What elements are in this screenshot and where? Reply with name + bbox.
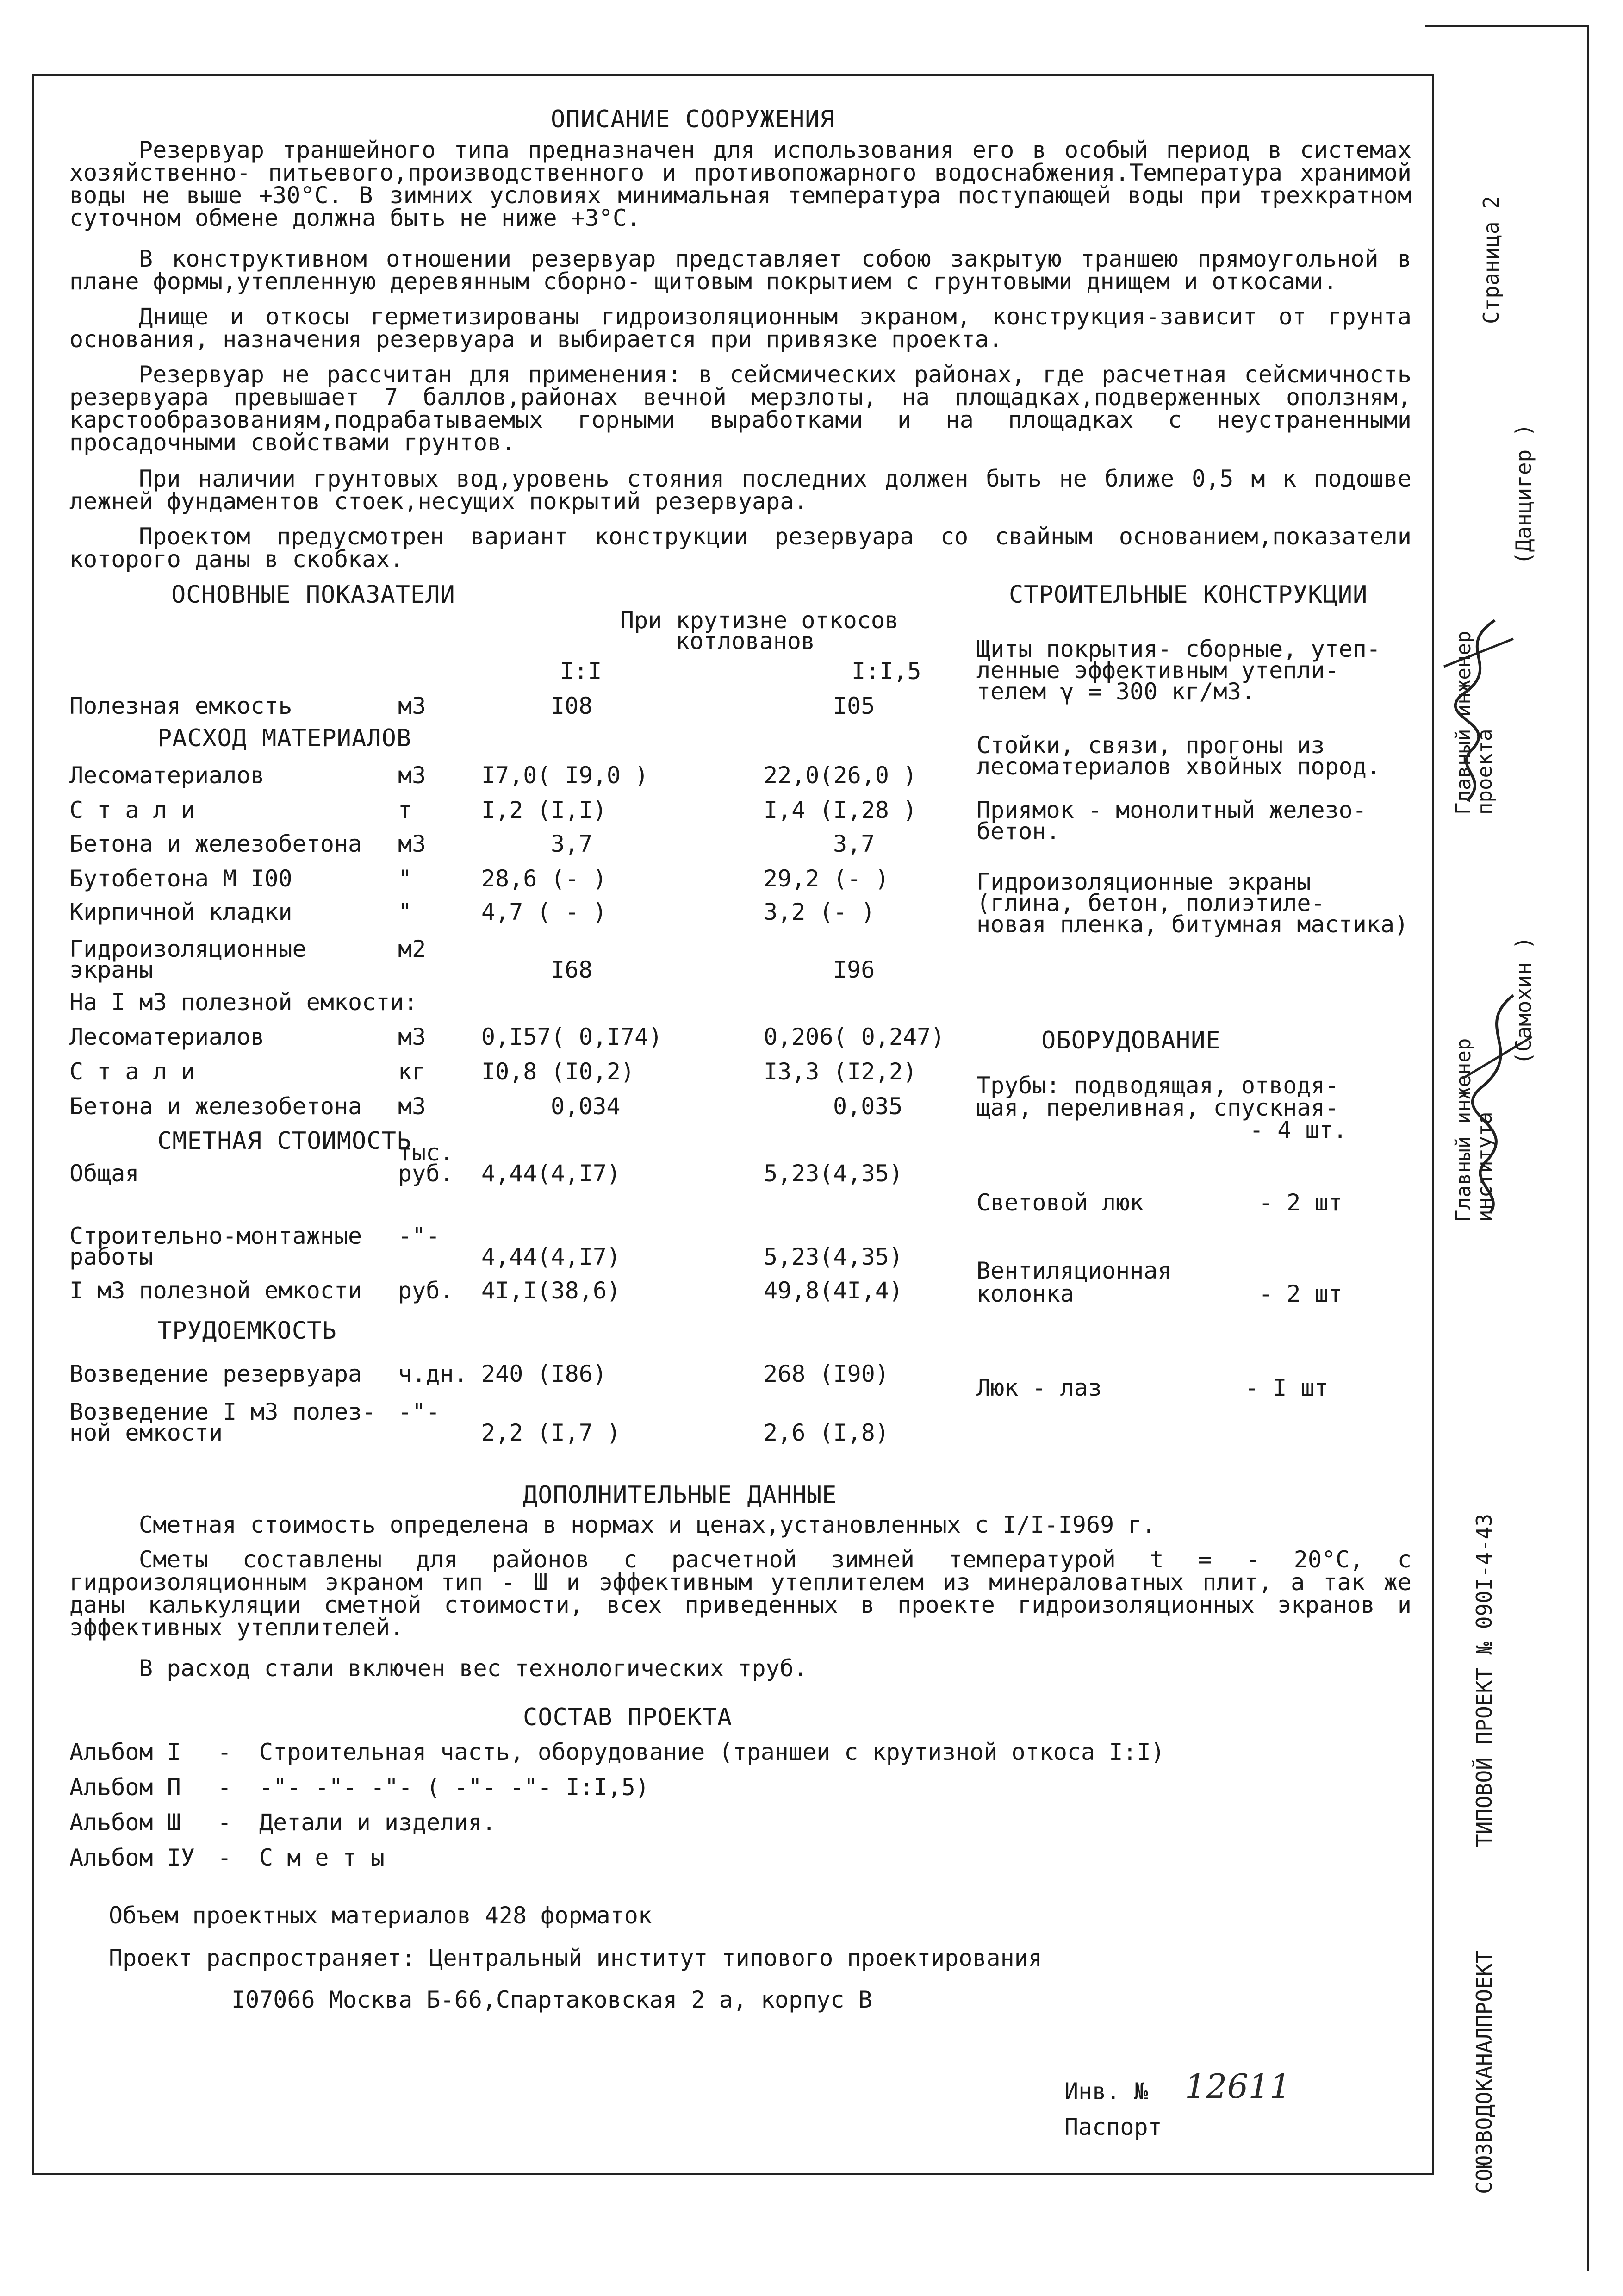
- row-label: Лесоматериалов: [69, 1023, 265, 1050]
- construction-line: Щиты покрытия- сборные, утеп-: [976, 636, 1380, 662]
- row-label: Лесоматериалов: [69, 762, 265, 789]
- sidebar-chief-institute-name: (Самохин ): [1511, 936, 1536, 1065]
- construction-line: бетон.: [976, 818, 1060, 845]
- row-label: Бетона и железобетона: [69, 1093, 362, 1120]
- row-unit: ": [398, 898, 412, 925]
- row-label-cont: экраны: [69, 956, 153, 983]
- row-unit: т: [398, 797, 412, 824]
- additional-paragraph-2: Сметы составлены для районов с расчетной зимней температурой t = - 20°С, с гидроизоляционным экраном тип - Ш и эффективным утеплителем из минераловатных плит, а так же даны калькуляции сметной стоимости, всех приведенных в проекте гидроизоляционных экранов и эффективных утеплителей.: [69, 1546, 1412, 1641]
- equipment-heading: ОБОРУДОВАНИЕ: [1041, 1027, 1221, 1054]
- value-slope-a: 28,6 (- ): [481, 865, 607, 892]
- value-slope-a: I08: [551, 693, 593, 719]
- description-paragraph-3: Днище и откосы герметизированы гидроизоляционным экраном, конструкция-зависит от грунта основания, назначения резервуара и выбирается при привязке проекта.: [69, 303, 1412, 353]
- album-dash: -: [218, 1809, 232, 1836]
- inventory-number: 12611: [1185, 2067, 1291, 2106]
- row-label-cont: ной емкости: [69, 1419, 223, 1446]
- vent-line-1: Вентиляционная: [976, 1257, 1172, 1284]
- row-unit: -"-: [398, 1398, 440, 1425]
- right-column-border: [1587, 25, 1589, 2271]
- row-unit: руб.: [398, 1277, 454, 1304]
- page-title: ОПИСАНИЕ СООРУЖЕНИЯ: [551, 106, 835, 133]
- album-dash: -: [218, 1739, 232, 1766]
- row-label: Кирпичной кладки: [69, 898, 292, 925]
- value-slope-a: I68: [551, 956, 593, 983]
- row-label: Бетона и железобетона: [69, 830, 362, 857]
- value-slope-a: 4I,I(38,6): [481, 1277, 621, 1304]
- value-slope-b: 22,0(26,0 ): [764, 762, 917, 789]
- description-paragraph-1: Резервуар траншейного типа предназначен для использования его в особый период в системах хозяйственно- питьевого,производственного и противопожарного водоснабжения.Температура хранимой воды не выше +30°С. В зимних условиях минимальная температура поступающей воды при трехкратном суточном обмене должна быть не ниже +3°С.: [69, 137, 1412, 231]
- slope-header-line-1: При крутизне откосов: [620, 607, 899, 634]
- description-paragraph-2: В конструктивном отношении резервуар представляет собою закрытую траншею прямоугольной в плане формы,утепленную деревянным сборно- щитовым покрытием с грунтовыми днищем и откосами.: [69, 245, 1412, 295]
- value-slope-b: 3,7: [833, 830, 875, 857]
- value-slope-b: 49,8(4I,4): [764, 1277, 903, 1304]
- description-paragraph-4: Резервуар не рассчитан для применения: в сейсмических районах, где расчетная сейсмичность резервуара превышает 7 баллов,районах вечной мерзлоты, на площадках,подверженных оползням, карстообразованиям,подрабатываемых горными выработками и на площадках с неустраненными просадочными свойствами грунтов.: [69, 361, 1412, 456]
- passport-label: Паспорт: [1064, 2114, 1162, 2140]
- row-unit: м3: [398, 1023, 426, 1050]
- section-heading: СМЕТНАЯ СТОИМОСТЬ: [157, 1127, 412, 1155]
- row-label: Полезная емкость: [69, 693, 292, 719]
- album-dash: -: [218, 1844, 232, 1871]
- section-heading: ТРУДОЕМКОСТЬ: [157, 1317, 337, 1345]
- row-label: Бутобетона М I00: [69, 865, 292, 892]
- value-slope-b: I,4 (I,28 ): [764, 797, 917, 824]
- description-paragraph-6: Проектом предусмотрен вариант конструкции резервуара со свайным основанием,показатели которого даны в скобках.: [69, 523, 1412, 573]
- row-unit: ч.дн.: [398, 1360, 468, 1387]
- sidebar-project-number: ТИПОВОЙ ПРОЕКТ № 090I-4-43: [1472, 1513, 1497, 1847]
- vent-quantity: - 2 шт: [1259, 1280, 1343, 1307]
- description-paragraph-5: При наличии грунтовых вод,уровень стояния последних должен быть не ближе 0,5 м к подошве лежней фундаментов стоек,несущих покрытий резервуара.: [69, 465, 1412, 515]
- row-unit: м2: [398, 936, 426, 962]
- address-line: I07066 Москва Б-66,Спартаковская 2 а, корпус В: [231, 1986, 872, 2013]
- row-unit: м3: [398, 762, 426, 789]
- construction-line: лесоматериалов хвойных пород.: [976, 753, 1380, 780]
- value-slope-a: 3,7: [551, 830, 593, 857]
- additional-heading: ДОПОЛНИТЕЛЬНЫЕ ДАННЫЕ: [523, 1481, 837, 1509]
- row-unit: -"-: [398, 1223, 440, 1249]
- value-slope-a: I,2 (I,I): [481, 797, 607, 824]
- value-slope-a: 4,7 ( - ): [481, 898, 607, 925]
- slope-header-line-2: котлованов: [676, 628, 815, 655]
- album-description: -"- -"- -"- ( -"- -"- I:I,5): [259, 1774, 649, 1801]
- hatch-label: Люк - лаз: [976, 1374, 1102, 1401]
- row-label: I м3 полезной емкости: [69, 1277, 362, 1304]
- pipes-line-1: Трубы: подводящая, отводя-: [976, 1072, 1339, 1099]
- value-slope-b: 3,2 (- ): [764, 898, 875, 925]
- value-slope-a: 4,44(4,I7): [481, 1160, 621, 1187]
- row-label-cont: работы: [69, 1243, 153, 1270]
- composition-heading: СОСТАВ ПРОЕКТА: [523, 1703, 733, 1731]
- indicators-heading: ОСНОВНЫЕ ПОКАЗАТЕЛИ: [171, 581, 455, 609]
- value-slope-b: 0,206( 0,247): [764, 1023, 945, 1050]
- additional-paragraph-3: В расход стали включен вес технологических труб.: [139, 1655, 808, 1682]
- value-slope-b: 268 (I90): [764, 1360, 889, 1387]
- construction-line: Гидроизоляционные экраны: [976, 868, 1311, 895]
- album-name: Альбом IУ: [69, 1844, 195, 1871]
- row-label: Общая: [69, 1160, 139, 1187]
- album-dash: -: [218, 1774, 232, 1801]
- construction-line: Приямок - монолитный железо-: [976, 797, 1367, 824]
- section-heading: РАСХОД МАТЕРИАЛОВ: [157, 724, 412, 752]
- hatch-quantity: - I шт: [1245, 1374, 1329, 1401]
- row-unit: тыс.: [398, 1139, 454, 1166]
- slope-column-b: I:I,5: [852, 658, 921, 685]
- sidebar-chief-project-name: (Данцигер ): [1511, 424, 1536, 565]
- value-slope-b: 2,6 (I,8): [764, 1419, 889, 1446]
- album-name: Альбом Ш: [69, 1809, 181, 1836]
- row-unit: м3: [398, 830, 426, 857]
- row-unit: кг: [398, 1058, 426, 1085]
- value-slope-b: I96: [833, 956, 875, 983]
- value-slope-b: 5,23(4,35): [764, 1243, 903, 1270]
- value-slope-a: 0,I57( 0,I74): [481, 1023, 663, 1050]
- value-slope-a: 4,44(4,I7): [481, 1243, 621, 1270]
- signature-chief-institute: [1435, 986, 1536, 1217]
- row-unit: ": [398, 865, 412, 892]
- pipes-line-2: щая, переливная, спускная-: [976, 1094, 1339, 1121]
- row-label: Возведение I м3 полез-: [69, 1398, 376, 1425]
- row-unit: м3: [398, 1093, 426, 1120]
- additional-paragraph-1: Сметная стоимость определена в нормах и ценах,установленных с I/I-I969 г.: [139, 1511, 1156, 1538]
- top-rule: [1425, 25, 1587, 27]
- row-label: Строительно-монтажные: [69, 1223, 362, 1249]
- value-slope-a: 240 (I86): [481, 1360, 607, 1387]
- sidebar-organization: СОЮЗВОДОКАНАЛПРОЕКТ: [1472, 1950, 1497, 2194]
- row-label: С т а л и: [69, 1058, 195, 1085]
- row-unit: м3: [398, 693, 426, 719]
- album-name: Альбом I: [69, 1739, 181, 1766]
- skylight-label: Световой люк: [976, 1189, 1144, 1216]
- value-slope-a: I7,0( I9,0 ): [481, 762, 649, 789]
- constructions-heading: СТРОИТЕЛЬНЫЕ КОНСТРУКЦИИ: [1009, 581, 1368, 609]
- construction-line: новая пленка, битумная мастика): [976, 911, 1409, 938]
- slope-column-a: I:I: [560, 658, 602, 685]
- row-label: С т а л и: [69, 797, 195, 824]
- row-label: Возведение резервуара: [69, 1360, 362, 1387]
- construction-line: ленные эффективным утепли-: [976, 657, 1339, 684]
- skylight-quantity: - 2 шт: [1259, 1189, 1343, 1216]
- inventory-label: Инв. №: [1064, 2078, 1148, 2105]
- album-name: Альбом П: [69, 1774, 181, 1801]
- value-slope-a: I0,8 (I0,2): [481, 1058, 635, 1085]
- row-label: На I м3 полезной емкости:: [69, 989, 418, 1016]
- value-slope-b: 5,23(4,35): [764, 1160, 903, 1187]
- row-label: Гидроизоляционные: [69, 936, 306, 962]
- value-slope-b: I3,3 (I2,2): [764, 1058, 917, 1085]
- sidebar-chief-project-title: Главный инженер проекта: [1452, 630, 1497, 815]
- construction-line: Стойки, связи, прогоны из: [976, 732, 1325, 759]
- value-slope-b: 0,035: [833, 1093, 903, 1120]
- volume-line: Объем проектных материалов 428 форматок: [109, 1902, 652, 1929]
- sidebar-chief-institute-title: Главный инженер института: [1452, 1038, 1497, 1222]
- distributor-line: Проект распространяет: Центральный институт типового проектирования: [109, 1945, 1042, 1972]
- value-slope-b: 29,2 (- ): [764, 865, 889, 892]
- vent-line-2: колонка: [976, 1280, 1074, 1307]
- album-description: Детали и изделия.: [259, 1809, 496, 1836]
- value-slope-a: 0,034: [551, 1093, 621, 1120]
- signature-chief-project: [1425, 611, 1518, 805]
- value-slope-b: I05: [833, 693, 875, 719]
- pipes-quantity: - 4 шт.: [1250, 1117, 1347, 1143]
- album-description: С м е т ы: [259, 1844, 385, 1871]
- construction-line: (глина, бетон, полиэтиле-: [976, 890, 1325, 917]
- album-description: Строительная часть, оборудование (траншеи с крутизной откоса I:I): [259, 1739, 1165, 1766]
- row-unit-cont: руб.: [398, 1160, 454, 1187]
- construction-line: телем γ = 300 кг/м3.: [976, 678, 1256, 705]
- value-slope-a: 2,2 (I,7 ): [481, 1419, 621, 1446]
- sidebar-page-number: Страница 2: [1479, 196, 1504, 324]
